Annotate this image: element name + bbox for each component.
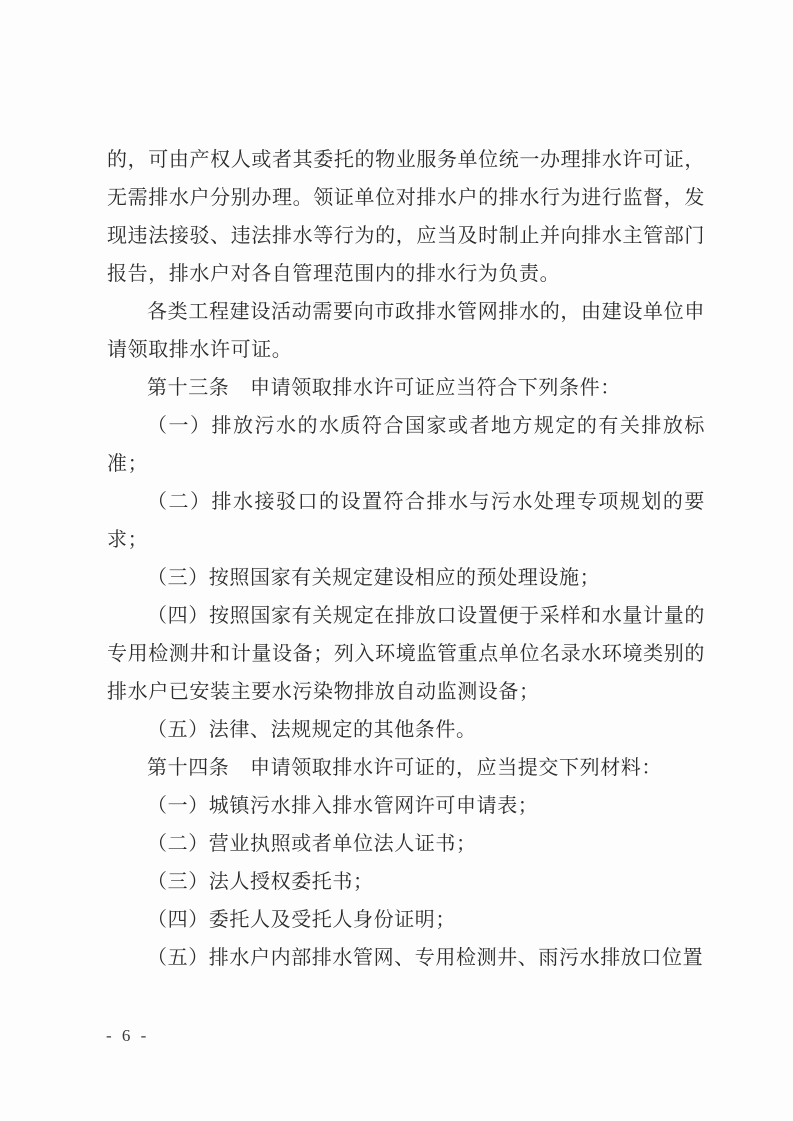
article-13-item-4: （四）按照国家有关规定在排放口设置便于采样和水量计量的专用检测井和计量设备；列入环境监管重点单位名录水环境类别的排水户已安装主要水污染物排放自动监测设备；	[107, 605, 705, 703]
article-14-item-4: （四）委托人及受托人身份证明；	[147, 909, 456, 931]
article-14-item-2: （二）营业执照或者单位法人证书；	[147, 833, 477, 855]
article-14-item-5: （五）排水户内部排水管网、专用检测井、雨污水排放口位置	[147, 947, 704, 969]
article-13-item-3: （三）按照国家有关规定建设相应的预处理设施；	[147, 567, 601, 589]
article-13-item-2: （二）排水接驳口的设置符合排水与污水处理专项规划的要求；	[107, 491, 705, 551]
continuation-paragraph: 的，可由产权人或者其委托的物业服务单位统一办理排水许可证，无需排水户分别办理。领证单位对排水户的排水行为进行监督，发现违法接驳、违法排水等行为的，应当及时制止并向排水主管部门报告，排水户对各自管理范围内的排水行为负责。	[107, 149, 705, 285]
article-13-item-5: （五）法律、法规规定的其他条件。	[147, 719, 477, 741]
article-14-item-1: （一）城镇污水排入排水管网许可申请表；	[147, 795, 539, 817]
article-14-heading: 第十四条 申请领取排水许可证的，应当提交下列材料：	[147, 757, 662, 779]
article-14-item-3: （三）法人授权委托书；	[147, 871, 374, 893]
document-body	[107, 141, 705, 977]
article-13-heading: 第十三条 申请领取排水许可证应当符合下列条件：	[147, 377, 621, 399]
page-number: - 6 -	[106, 1026, 150, 1045]
article-13-item-1: （一）排放污水的水质符合国家或者地方规定的有关排放标准；	[107, 415, 705, 475]
body-paragraph: 各类工程建设活动需要向市政排水管网排水的，由建设单位申请领取排水许可证。	[107, 301, 705, 361]
